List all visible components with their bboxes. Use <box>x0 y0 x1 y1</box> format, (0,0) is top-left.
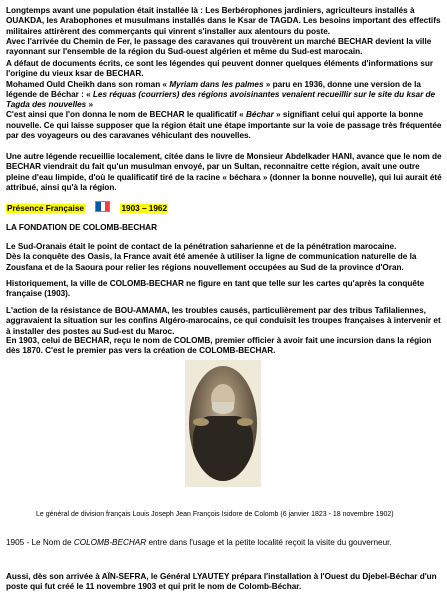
lyautey-paragraph <box>6 572 442 593</box>
legend-lead: A défaut de documents écrits, ce sont les légendes qui peuvent donner quelques éléments d'informations sur l'origine du vieux ksar de BECHAR. <box>6 59 434 79</box>
colomb-paragraph <box>6 336 442 357</box>
population-text: Longtemps avant une population était installée là : Les Berbérophones jardiniers, agriculteurs installés à OUAKDA, les Arabophones et musulmans installés dans le Ksar de TAGDA. Les besoins important des effectifs militaires attirèrent des commerçants qui vinrent s'installer aux alentours du poste. <box>6 6 441 36</box>
historique-text: Historiquement, la ville de COLOMB-BECHAR ne figure en tant que telle sur les cartes qu'après la conquête française (1903). <box>6 279 425 299</box>
french-flag-icon <box>95 201 110 212</box>
bechar-meaning: C'est ainsi que l'on donna le nom de BECHAR le qualificatif « Béchar » signifiant celui qui apporte la bonne nouvelle. Ce qui laisse supposer que la région était une étape importante sur la voie de passage très fréquentée par des voyageurs ou des caravanes véhiculant des nouvelles. <box>6 110 442 141</box>
legend-quote: Les réquas (courriers) des régions avoisinantes venaient recueillir sur le site du ksar de Tagda des nouvelles <box>6 89 436 110</box>
presence-label: Présence Française <box>7 204 84 213</box>
bou-amama-paragraph <box>6 306 442 337</box>
intro-paragraph <box>6 6 442 57</box>
fondation-heading: LA FONDATION DE COLOMB-BECHAR <box>6 223 157 232</box>
section-heading <box>6 223 442 233</box>
sud-oranais-paragraph <box>6 242 442 273</box>
governor-visit-text: 1905 - Le Nom de COLOMB-BECHAR entre dans l'usage et la petite localité reçoit la visite du gouverneur. <box>6 538 392 547</box>
cheikh-legend: Mohamed Ould Cheikh dans son roman « Myriam dans les palmes » paru en 1936, donne une version de la légende de Béchar : « Les réquas (courriers) des régions avoisinantes venaient recueillir sur le site du ksar de Tagda des nouvelles » <box>6 79 436 110</box>
sud-oranais-line1: Le Sud-Oranais était le point de contact de la pénétration saharienne et de la pénétration marocaine. <box>6 242 397 251</box>
bou-amama-text: L'action de la résistance de BOU-AMAMA, les troubles causés, particulièrement par des tribus Tafilaliennes, aggravaient la situation sur les confins Algéro-marocains, ce qui conduisit les troupes françaises à intervenir et à installer des postes au Sud-est du Maroc. <box>6 306 441 336</box>
railway-text: Avec l'arrivée du Chemin de Fer, le passage des caravanes qui trouvèrent un marché BECHAR devient la ville rayonnant sur l'ensemble de la région du Sud-ouest algérien et même du Sud-est marocain. <box>6 36 432 57</box>
hani-legend-paragraph <box>6 152 442 193</box>
sud-oranais-line2: Dès la conquête des Oasis, la France avait été amenée à utiliser la ligne de communication naturelle de la Zousfana et de la Saoura pour relier les régions nouvellement occupées au Sud de la province d'Oran. <box>6 252 417 272</box>
novel-title: Myriam dans les palmes <box>169 79 264 89</box>
portrait-caption: Le général de division français Louis Joseph Jean François Isidore de Colomb (6 janvier 1823 - 18 novembre 1902) <box>36 511 394 518</box>
colomb-text: En 1903, celui de BECHAR, reçu le nom de COLOMB, premier officier à avoir fait une incursion dans la région dès 1870. C'est le premier pas vers la création de COLOMB-BECHAR. <box>6 336 432 356</box>
colomb-bechar-name: COLOMB-BECHAR <box>73 538 147 547</box>
legend-paragraph <box>6 59 442 141</box>
historique-paragraph <box>6 279 442 300</box>
colomb-portrait <box>185 360 261 487</box>
governor-visit-paragraph <box>6 538 442 548</box>
presence-francaise-banner <box>6 201 442 214</box>
presence-years: 1903 – 1962 <box>121 204 168 213</box>
hani-legend-text: Une autre légende recueillie localement, citée dans le livre de Monsieur Abdelkader HANI, avance que le nom de BECHAR viendrait du fait qu'un musulman envoyé, par un Sultan, reconnaitre cette région, avait une outre pleine d'eau limpide, d'où le qualificatif tiré de la racine « béchara » (donner la bonne nouvelle), qui lui aurait été attribué, ainsi qu'à la région. <box>6 152 442 192</box>
lyautey-text: Aussi, dès son arrivée à AÏN-SEFRA, le Général LYAUTEY prépara l'installation à l'Ouest du Djebel-Béchar d'un poste qui fut créé le 11 novembre 1903 et qui prit le nom de Colomb-Béchar. <box>6 572 437 592</box>
